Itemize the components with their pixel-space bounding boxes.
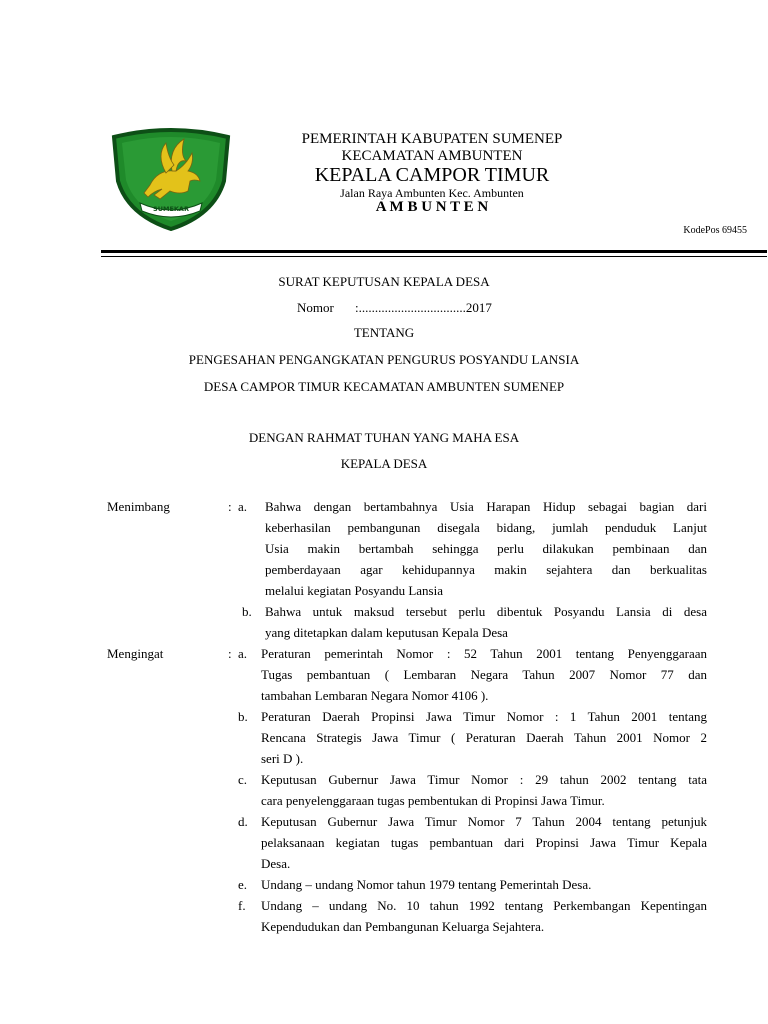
decree-number-label: Nomor	[297, 300, 334, 315]
item-marker: d.	[238, 814, 248, 829]
mengingat-item-f	[238, 895, 707, 937]
item-marker: e.	[238, 877, 248, 892]
menimbang-colon: :	[228, 499, 232, 514]
menimbang-item-b	[242, 601, 707, 643]
item-marker: b.	[238, 709, 248, 724]
item-line: Keputusan Gubernur Jawa Timur Nomor : 29 tahun 2002 tentang tata	[261, 772, 707, 787]
mengingat-item-d	[238, 811, 707, 874]
item-line: Kependudukan dan Pembangunan Keluarga Sejahtera.	[261, 919, 545, 934]
letterhead-government: PEMERINTAH KABUPATEN SUMENEP	[301, 131, 563, 147]
item-line: seri D ).	[261, 751, 304, 766]
postal-code: KodePos 69455	[683, 225, 747, 236]
item-marker: b.	[242, 604, 252, 619]
item-line: pelaksanaan kegiatan tugas pembantuan dari Propinsi Jawa Timur Kepala	[261, 835, 707, 850]
mengingat-item-e	[238, 874, 707, 895]
item-line: Peraturan Daerah Propinsi Jawa Timur Nomor : 1 Tahun 2001 tentang	[261, 709, 707, 724]
decree-subject-line2: DESA CAMPOR TIMUR KECAMATAN AMBUNTEN SUMENEP	[203, 379, 565, 394]
item-line: Desa.	[261, 856, 291, 871]
item-line: Bahwa untuk maksud tersebut perlu dibentuk Posyandu Lansia di desa	[265, 604, 707, 619]
letterhead-divider-thick	[101, 250, 767, 253]
tentang-heading: TENTANG	[353, 325, 415, 340]
item-line: Keputusan Gubernur Jawa Timur Nomor 7 Tahun 2004 tentang petunjuk	[261, 814, 707, 829]
menimbang-label: Menimbang	[107, 499, 170, 514]
item-line: melalui kegiatan Posyandu Lansia	[265, 583, 443, 598]
mengingat-item-c	[238, 769, 707, 811]
mengingat-label: Mengingat	[107, 646, 164, 661]
emblem-ribbon-text: SUMEKAR	[153, 205, 189, 213]
letterhead-city: A M B U N T E N	[375, 199, 489, 215]
item-marker: a.	[238, 646, 248, 661]
mengingat-item-b	[238, 706, 707, 769]
item-line: Usia makin bertambah sehingga perlu dilakukan pembinaan dan	[265, 541, 707, 556]
decree-subject-line1: PENGESAHAN PENGANGKATAN PENGURUS POSYANDU LANSIA	[188, 352, 580, 367]
item-line: keberhasilan pembangunan disegala bidang, jumlah penduduk Lanjut	[265, 520, 707, 535]
item-marker: a.	[238, 499, 248, 514]
menimbang-item-a	[238, 496, 707, 601]
item-line: Peraturan pemerintah Nomor : 52 Tahun 2001 tentang Penyenggaraan	[261, 646, 707, 661]
item-line: yang ditetapkan dalam keputusan Kepala Desa	[265, 625, 508, 640]
letterhead-district: KECAMATAN AMBUNTEN	[341, 148, 523, 164]
mengingat-colon: :	[228, 646, 232, 661]
item-line: cara penyelenggaraan tugas pembentukan di Propinsi Jawa Timur.	[261, 793, 605, 808]
decree-heading: SURAT KEPUTUSAN KEPALA DESA	[278, 274, 490, 289]
issuer-title: KEPALA DESA	[340, 456, 428, 471]
item-line: pemberdayaan agar kehidupannya makin sejahtera dan berkualitas	[265, 562, 707, 577]
sumenep-emblem-logo	[110, 125, 232, 231]
letterhead-divider-thin	[101, 256, 767, 257]
invocation-line: DENGAN RAHMAT TUHAN YANG MAHA ESA	[248, 430, 520, 445]
item-line: tambahan Lembaran Negara Nomor 4106 ).	[261, 688, 489, 703]
decree-number-value: :.................................2017	[355, 300, 492, 315]
letterhead-address: Jalan Raya Ambunten Kec. Ambunten	[340, 186, 524, 200]
item-line: Bahwa dengan bertambahnya Usia Harapan Hidup sebagai bagian dari	[265, 499, 707, 514]
letterhead-village-head: KEPALA CAMPOR TIMUR	[314, 164, 550, 186]
mengingat-item-a	[238, 643, 707, 706]
item-line: Undang – undang Nomor tahun 1979 tentang Pemerintah Desa.	[261, 877, 592, 892]
item-marker: c.	[238, 772, 248, 787]
item-line: Tugas pembantuan ( Lembaran Negara Tahun 2007 Nomor 77 dan	[261, 667, 707, 682]
item-line: Undang – undang No. 10 tahun 1992 tentang Perkembangan Kepentingan	[261, 898, 707, 913]
item-line: Rencana Strategis Jawa Timur ( Peraturan Daerah Tahun 2001 Nomor 2	[261, 730, 707, 745]
item-marker: f.	[238, 898, 246, 913]
